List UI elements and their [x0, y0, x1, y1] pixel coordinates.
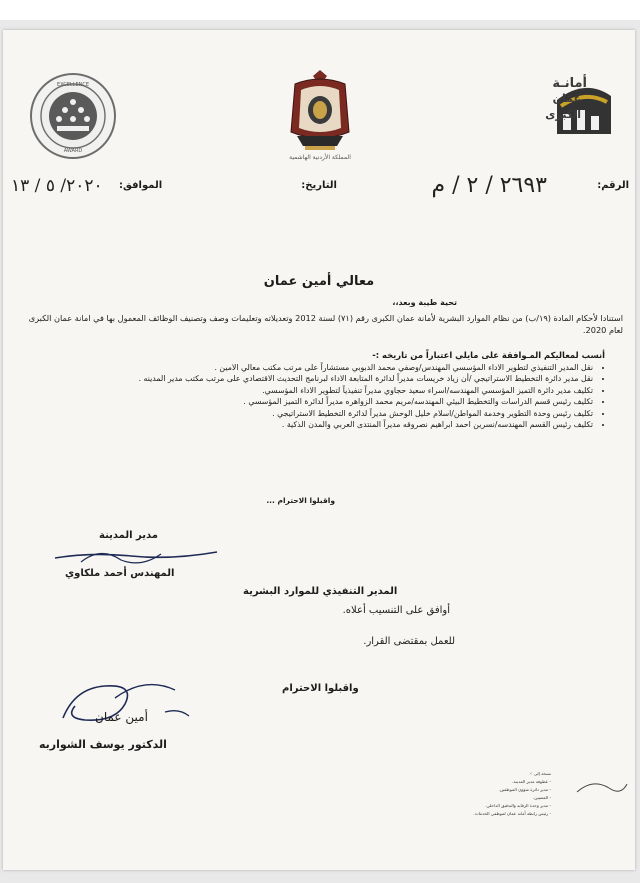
list-item: • نقل مدير دائرة التخطيط الاستراتيجي /أن زياد خريسات مديراً لدائرة المتابعة الاداء لبرنامج التحديث الاقتصادي على مرتب مكتب مدير المدينه .	[45, 373, 593, 384]
work-text: للعمل بمقتضى القرار.	[363, 636, 455, 647]
list-item: نسخة إلى :-	[529, 771, 551, 776]
list-item: • تكليف رئيس قسم الدراسات والتخطيط البيئي المهندسه/مريم محمد الزواهره مديراً لدائرة التميز المؤسسي .	[45, 396, 593, 407]
cc-list	[473, 770, 551, 818]
closing-1: واقبلوا الاحترام ...	[266, 496, 335, 505]
brand-line-3: الكبرى	[545, 108, 581, 121]
decisions-list	[45, 362, 607, 430]
list-item: - المعنيين.	[532, 795, 551, 800]
list-item: • تكليف رئيس القسم المهندسه/نسرين احمد ابراهيم نصروقه مديراً المنتدى العربي والمدن الذكية .	[45, 419, 593, 430]
hr-title: المدير التنفيذي للموارد البشرية	[243, 586, 398, 597]
list-item: • نقل المدير التنفيذي لتطوير الاداء المؤسسي المهندس/وصفي محمد الدبوبي مستشاراً على مرتب مكتب معالي الامين .	[45, 362, 593, 373]
list-item: - مدير دائرة شؤون الموظفين.	[498, 787, 551, 792]
list-item: • تكليف مدير دائرة التميز المؤسسي المهندسه/اسراء سعيد حجاوي مديراً تنفيذياً لتطوير الاداء المؤسسي.	[45, 385, 593, 396]
brand-line-1: أمانـة	[552, 76, 587, 91]
agree-text: أوافق على التنسيب أعلاه.	[342, 605, 450, 616]
corresp-value: ٢٠٢٠/ ٥ / ١٣	[11, 176, 103, 196]
greeting: تحية طيبة وبعد،،	[392, 298, 457, 307]
closing-2: واقبلوا الاحترام	[282, 683, 359, 694]
list-item: - رئيس رابطة أمانة عمان لموظفي الخدمات.	[473, 811, 551, 816]
list-item: - عطوفة مدير المدينة.	[512, 779, 551, 784]
svg-text:AWARD: AWARD	[63, 148, 83, 154]
list-item: - مدير وحدة الرقابة والتدقيق الداخلي.	[485, 803, 551, 808]
top-bar	[0, 0, 640, 20]
signature-a-icon	[51, 538, 221, 572]
coat-of-arms-icon	[287, 70, 353, 154]
ref-value: ٢٦٩٣ / ٢ / م	[431, 173, 547, 198]
recommend-line: أنسب لمعاليكم المـوافقة على مايلي اعتباراً من تاريخه :-	[372, 350, 605, 360]
date-label: التاريخ:	[301, 180, 337, 191]
ref-label: الرقم:	[597, 180, 629, 191]
document-page	[3, 30, 635, 870]
brand-line-2: عمّان	[552, 92, 581, 105]
excellence-seal-icon	[29, 72, 117, 160]
sig-b-title: أمين عمان	[95, 710, 148, 724]
list-item: • تكليف رئيس وحدة التطوير وخدمة المواطن/اسلام خليل الوحش مديراً لدائرة التخطيط الاستراتيجي .	[45, 408, 593, 419]
initials-mark-icon	[573, 776, 629, 800]
sig-a-name: المهندس أحمد ملكاوي	[65, 568, 175, 579]
corresp-label: الموافق:	[119, 180, 163, 191]
svg-text:EXCELLENCE: EXCELLENCE	[57, 82, 89, 88]
intro-paragraph: استنادا لأحكام المادة (١٩/ب) من نظام الموارد البشرية لأمانة عمان الكبرى رقم (٧١) لسنة 2012 وتعديلاته وتعليمات وصف وتصنيف الوظائف المعمول بها في امانة عمان الكبرى لعام 2020.	[28, 313, 623, 335]
kingdom-text: المملكة الأردنية الهاشمية	[289, 154, 351, 161]
letter-title: معالي أمين عمان	[263, 274, 375, 289]
sig-a-title: مدير المدينة	[99, 530, 158, 541]
sig-b-name: الدكتور يوسف الشواربه	[39, 738, 167, 751]
